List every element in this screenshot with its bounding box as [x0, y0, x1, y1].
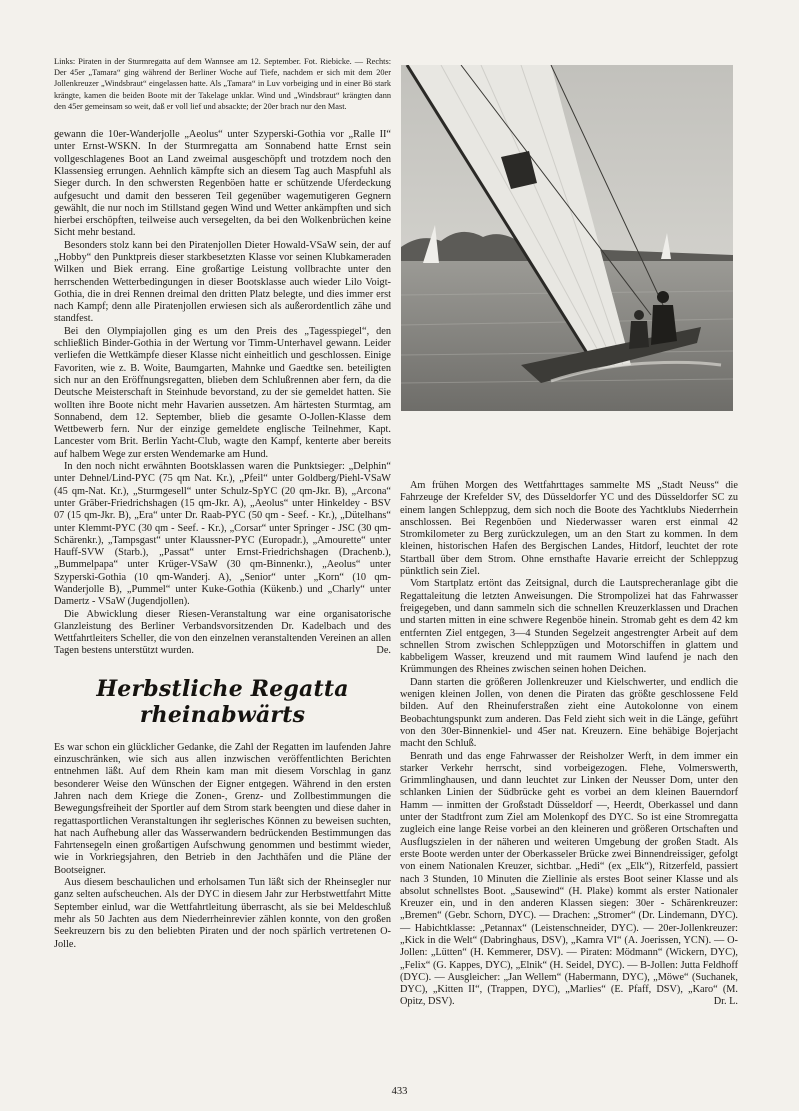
body-paragraph: Bei den Olympiajollen ging es um den Preis des „Tagesspiegel“, den schließlich Binder-Gothia in der Wertung vor Timm-Unterhavel gewann. Leider verliefen die Wettkämpfe dieser Klasse nicht einheitlich und geschlossen. Einige Favoriten, wie z. B. Woite, Baumgarten, Mahnke und Gaedtke sen. beteiligten sich nur an den Eröffnungsregatten, blieben dem Schlußrennen aber fern, da die Deutsche Meisterschaft in Steinhude bevorstand, zu der sie gemeldet hatten. Sie wollten ihre Boote nicht mehr Havarien aussetzen. Am härtesten Sturmtag, am Sonnabend, dem 12. September, blieb die gesamte O-Jollen-Klasse dem Wettbewerb fern. Nur der einzige gemeldete englische Teilnehmer, Kapt. Lancester vom Brit. Berlin Yacht-Club, wagte den Kampf, kenterte aber bereits auf halbem Wege zur ersten Wendemarke am Hund. — [54, 325, 391, 460]
right-column — [400, 480, 738, 1009]
body-paragraph: Besonders stolz kann bei den Piratenjollen Dieter Howald-VSaW sein, der auf „Hobby“ den Punktpreis dieser starkbesetzten Klasse vor seinen Klubkameraden Wilken und Biek errang. Eine großartige Leistung vollbrachte unter den herrschenden Wetterbedingungen in dieser Bootsklasse auch wieder Lilo Voigt-Gothia, die in drei Rennen dreimal den dritten Platz belegte, und dies immer erst nach Kampf; denn alle Piratenjollen erwiesen sich als außerordentlich zähe und standfest. — [54, 239, 391, 325]
author-signature: Dr. L. — [713, 996, 738, 1008]
author-signature: De. — [376, 645, 391, 657]
article-paragraph: Dann starten die größeren Jollenkreuzer und Kielschwerter, und endlich die wenigen kleinen Jollen, von denen die Piraten das größte geschlossene Feld bilden. Auf den Rheinuferstraßen zieht eine Autokolonne von einem Beobachtungspunkt zum anderen. Das Feld zieht sich weit in die Länge, geführt von den 30er-Binnenkiel- und 45er nat. Kreuzern. Eine behäbige Bojerjacht macht den Schluß. — [400, 676, 738, 750]
article-paragraph: Benrath und das enge Fahrwasser der Reisholzer Werft, in dem immer ein starker Verkehr herrscht, sind vorbeigezogen. Flehe, Volmerswerth, Grimmlinghausen, und dann leuchtet zur Linken der Neusser Dom, unter den schlanken Linien der Südbrücke geht es vorbei an dem kleinen Bauerndorf Hamm — inmitten der Großstadt Düsseldorf —, Heerdt, Oberkassel und dann unter der Stadtfront zum Ziel am Molenkopf des DYC. So ist eine Stromregatta zugleich eine lange Reise vorbei an den kleineren und größeren Ortschaften und Ausflugszielen in der näheren und weiteren Umgebung der großen Stadt. Als erste Boote werden unter der Oberkasseler Brücke zwei Binnendreissiger, gefolgt von einem Nationalen Kreuzer, sichtbar. „Hedi“ (ex „Elk“), Ritzerfeld, passiert nach 3 Stunden, 10 Minuten die Ziellinie als erstes Boot seiner Klasse und als absolut schnellstes Boot. „Sausewind“ (H. Plake) kommt als erster Nationaler Kreuzer ein, und in den anderen Klassen siegen: 30er - Schärenkreuzer: „Bremen“ (Gebr. Schorn, DYC). — Drachen: „Stromer“ (Dr. Lindemann, DYC). — Habichtklasse: „Petannax“ (Leistenschneider, DYC). — 20er-Jollenkreuzer: „Kick in die Welt“ (Dabringhaus, DSV), „Kamra VI“ (A. Joerissen, YCN). — O-Jollen: „Lütten“ (H. Kemmerer, DSV). — Piraten: Mödmann“ (Wickern, DYC), „Felix“ (G. Kappes, DYC), „Elnik“ (H. Seidel, DYC). — B-Jollen: Jutta Feldhoff (DYC). — Ausgleicher: „Jan Wellem“ (Habermann, DYC), „Möwe“ (Suchanek, DYC), „Kitten II“, (Trappen, DYC), „Marlies“ (E. Pfaff, DSV), „Karo“ (M. Opitz, DSV). — [400, 750, 738, 1008]
capsized-yacht-image — [401, 65, 733, 411]
article-headline: Herbstliche Regatta rheinabwärts — [96, 675, 349, 728]
article-paragraph: Vom Startplatz ertönt das Zeitsignal, durch die Lautsprecheranlage gibt die Regattaleitung die letzten Anweisungen. Die Strompolizei hat das Fahrwasser freigegeben, und dann sammeln sich die schnellen Kreuzerklassen und Drachen und starten mitten in eine schwere Regenböe hinein. Stromab geht es dem 42 km entfernten Ziel entgegen, 3—4 Stunden Segelzeit angestrengter Arbeit auf dem schnellen Strom zwischen Schleppzügen und Motorschiffen in glattem und kabbeligem Wasser, kreuzend und mit raumem Wind laufend je nach den Krümmungen des Rheines zwischen seinen hohen Deichen. — [400, 578, 738, 676]
sailing-photo — [401, 65, 733, 411]
article-paragraph: Es war schon ein glücklicher Gedanke, die Zahl der Regatten im laufenden Jahre einzuschränken, wie sich aus allen inzwischen veröffentlichten Berichten entnehmen läßt. Auf dem Rhein kam man mit diesem Vorschlag in ganz besonderer Weise den Wünschen der Eigner entgegen. Während in den ersten Jahren nach dem Kriege die Zonen-, Grenz- und Zollbestimmungen die Bewegungsfreiheit der Sportler auf dem Strom stark beengten und diese daher in regattasportlichen Veranstaltungen ihr seglerisches Können zu beweisen suchten, hat nach Aufhebung aller das Wasserwandern bedrückenden Bestimmungen das Fahrtensegeln einen großartigen Aufschwung genommen und bestimmt wieder, wie in Vorkriegsjahren, den Betrieb in den Jachthäfen und die Pläne der Bootseigner. — [54, 741, 391, 876]
article-paragraph: Aus diesem beschaulichen und erholsamen Tun läßt sich der Rheinsegler nur ganz selten aufscheuchen. Als der DYC in diesem Jahr zur Herbstwettfahrt Mitte September einlud, war die Wettfahrtleitung überrascht, als sie bei Meldeschluß mehr als 50 Jachten aus dem Niederrheinrevier zählen konnte, von den großen Seekreuzern bis zu den beliebten Piraten und der noch spärlich vertretenen O-Jolle. — [54, 877, 391, 950]
body-paragraph: Die Abwicklung dieser Riesen-Veranstaltung war eine organisatorische Glanzleistung des Berliner Verbandsvorsitzenden Dr. Kadelbach und des Wettfahrtleiters Scheller, die von den einzelnen veranstaltenden Vereinen an allen Tagen bestens unterstützt wurden. — [54, 608, 391, 657]
photo-caption: Links: Piraten in der Sturmregatta auf dem Wannsee am 12. September. Fot. Riebicke. — Rechts: Der 45er „Tamara“ ging während der Berliner Woche auf Tiefe, nachdem er sich mit dem 20er Jollenkreuzer „Windsbraut“ eingelassen hatte. Als „Tamara“ in Luv vorbeiging und in einer Bö stark krängte, kamen die beiden Boote mit der Takelage unklar. Wind und „Windsbraut“ krängten dann den 45er gemeinsam so weit, daß er voll lief und absackte; der 20er brach nur den Mast. — [54, 57, 391, 111]
page-number: 433 — [391, 1086, 408, 1097]
left-column — [54, 56, 391, 951]
body-paragraph: gewann die 10er-Wanderjolle „Aeolus“ unter Szyperski-Gothia vor „Ralle II“ unter Ernst-WSKN. In der Sturmregatta am Sonnabend hatte Ernst sein vollgeschlagenes Boot an Land zweimal ausgeschöpft und trotzdem noch den Klassensieg errungen. Aehnlich kämpfte sich an diesem Tag auch Maspfuhl als Sieger durch. In den schwersten Regenböen hatte er schützende Uferdeckung aufgesucht und damit den besseren Teil gegenüber wagemutigeren Gegnern gewählt, die nur noch im Stillstand gegen Wind und Wetter ankämpften und sich hierbei erschöpften, teilweise auch versegelten, da bei den Wolkenbrüchen keine Sicht mehr bestand. — [54, 129, 391, 239]
article-paragraph: Am frühen Morgen des Wettfahrttages sammelte MS „Stadt Neuss“ die Fahrzeuge der Krefelder SV, des Düsseldorfer YC und des Düsseldorfer SC zu einem langen Schleppzug, dem sich noch die Boote des Yachtklubs Niederrhein anschlossen. Bei Regenböen und Niederwasser waren erst einmal 42 Stromkilometer zu Berg zurückzulegen, um an den Start zu kommen. In dem kleinen, historischen Hafen des Bergischen Landes, Hitdorf, leuchtet der rote Startball über dem Strom. Ohne ernsthafte Havarie erreicht der Schleppzug pünktlich sein Ziel. — [400, 480, 738, 578]
body-paragraph: In den noch nicht erwähnten Bootsklassen waren die Punktsieger: „Delphin“ unter Dehnel/Lind-PYC (75 qm Nat. Kr.), „Pfeil“ unter Goldberg/Piehl-VSaW (45 qm-Nat. Kr.), „Sturmgesell“ unter Schulz-SpYC (20 qm-Jkr. B), „Arcona“ unter Gräber-Friedrichshagen (15 qm-Jkr. A), „Aeolus“ unter Hinkeldey - BSV 07 (15 qm-Jkr. B), „Era“ unter Dr. Raab-PYC (50 qm - Seef. - Kr.), „Dütelhans“ unter Klemmt-PYC (30 qm - Seef. - Kr.), „Corsar“ unter Springer - JSC (30 qm-Schärenkr.), „Tampsgast“ unter Klaussner-PYC (Europadr.), „Amourette“ unter Hauff-SVW (Starb.), „Passat“ unter Ernst-Friedrichshagen (Drachenb.), „Bummelpapa“ unter Krüger-VSaW (30 qm-Binnenkr.), „Aeolus“ unter Szyperski-Gothia (10 qm-Wanderj. A), „Senior“ unter „Korn“ (10 qm-Wanderjolle B), „Pummel“ unter Kuke-Gothia (Kükenb.) und „Charly“ unter Damertz - VSaW (Jugendjollen). — [54, 461, 391, 608]
